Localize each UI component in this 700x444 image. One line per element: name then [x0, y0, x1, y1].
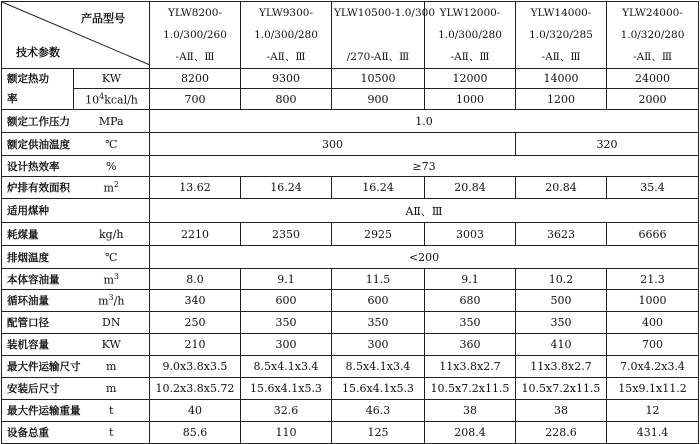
- cell: 7.0x4.2x3.4: [607, 356, 699, 378]
- row-label: 设计热效率: [2, 156, 74, 177]
- cell: 10.2: [516, 269, 607, 290]
- row-unit: t: [74, 422, 150, 444]
- cell: 210: [150, 334, 241, 356]
- row-label: 装机容量: [2, 334, 74, 356]
- model-header-6: YLW24000- 1.0/320/280 -AⅡ、Ⅲ: [607, 2, 699, 69]
- cell: 350: [332, 312, 425, 334]
- cell: 360: [425, 334, 516, 356]
- row-label: 排烟温度: [2, 246, 74, 269]
- cell: 15.6x4.1x5.3: [241, 378, 332, 400]
- cell: 15.6x4.1x5.3: [332, 378, 425, 400]
- cell: 9300: [241, 69, 332, 89]
- cell: 8.0: [150, 269, 241, 290]
- cell: 16.24: [241, 177, 332, 199]
- cell: 9.1: [241, 269, 332, 290]
- cell: 14000: [516, 69, 607, 89]
- cell: 800: [241, 89, 332, 110]
- row-unit: ℃: [74, 246, 150, 269]
- cell: 125: [332, 422, 425, 444]
- spec-table: [1, 1, 699, 444]
- cell: 11x3.8x2.7: [516, 356, 607, 378]
- cell: 1000: [425, 89, 516, 110]
- row-label: 设备总重: [2, 422, 74, 444]
- circ-oil-row: [2, 290, 699, 312]
- row-unit: $m^3$: [74, 269, 150, 290]
- max-transport-weight-row: [2, 400, 699, 422]
- header-row: [2, 2, 699, 69]
- cell: 900: [332, 89, 425, 110]
- cell: 12000: [425, 69, 516, 89]
- cell: 1000: [607, 290, 699, 312]
- row-label: 额定供油温度: [2, 133, 74, 156]
- cell: 6666: [607, 223, 699, 246]
- row-label: 最大件运输尺寸: [2, 356, 74, 378]
- merged-cell: 320: [516, 133, 699, 156]
- row-unit: KW: [74, 334, 150, 356]
- efficiency-row: [2, 156, 699, 177]
- cell: 1200: [516, 89, 607, 110]
- max-transport-size-row: [2, 356, 699, 378]
- coal-use-row: [2, 223, 699, 246]
- cell: 410: [516, 334, 607, 356]
- merged-cell: ≥73: [150, 156, 699, 177]
- row-label: 适用煤种: [2, 199, 74, 223]
- model-header-3: YLW10500-1.0/300 /270-AⅡ、Ⅲ: [332, 2, 425, 69]
- row-unit: t: [74, 400, 150, 422]
- row-label: 最大件运输重量: [2, 400, 74, 422]
- coal-type-row: [2, 199, 699, 223]
- cell: 40: [150, 400, 241, 422]
- cell: 32.6: [241, 400, 332, 422]
- cell: 9.1: [425, 269, 516, 290]
- rated-heat-kcal-row: [2, 89, 699, 110]
- row-unit: $m^3/h$: [74, 290, 150, 312]
- cell: 10.2x3.8x5.72: [150, 378, 241, 400]
- cell: 11.5: [332, 269, 425, 290]
- cell: 300: [332, 334, 425, 356]
- cell: 10500: [332, 69, 425, 89]
- row-label: 安装后尺寸: [2, 378, 74, 400]
- cell: 11x3.8x2.7: [425, 356, 516, 378]
- row-unit: [74, 199, 150, 223]
- cell: 16.24: [332, 177, 425, 199]
- total-weight-row: [2, 422, 699, 444]
- installed-size-row: [2, 378, 699, 400]
- row-unit: MPa: [74, 110, 150, 133]
- model-header-1: YLW8200- 1.0/300/260 -AⅡ、Ⅲ: [150, 2, 241, 69]
- cell: 700: [150, 89, 241, 110]
- merged-cell: AⅡ、Ⅲ: [150, 199, 699, 223]
- cell: 38: [425, 400, 516, 422]
- row-unit: KW: [74, 69, 150, 89]
- row-label: 率: [2, 89, 74, 110]
- row-label: 额定工作压力: [2, 110, 74, 133]
- row-unit: %: [74, 156, 150, 177]
- cell: 700: [607, 334, 699, 356]
- cell: 3003: [425, 223, 516, 246]
- cell: 2925: [332, 223, 425, 246]
- row-label: 耗煤量: [2, 223, 74, 246]
- cell: 431.4: [607, 422, 699, 444]
- row-label: 配管口径: [2, 312, 74, 334]
- row-unit: $10^4kcal/h$: [74, 89, 150, 110]
- merged-cell: 300: [150, 133, 516, 156]
- cell: 110: [241, 422, 332, 444]
- row-label: 炉排有效面积: [2, 177, 74, 199]
- row-unit: ℃: [74, 133, 150, 156]
- cell: 15x9.1x11.2: [607, 378, 699, 400]
- cell: 85.6: [150, 422, 241, 444]
- cell: 35.4: [607, 177, 699, 199]
- row-label: 本体容油量: [2, 269, 74, 290]
- model-header-2: YLW9300- 1.0/300/280 -AⅡ、Ⅲ: [241, 2, 332, 69]
- cell: 250: [150, 312, 241, 334]
- cell: 350: [516, 312, 607, 334]
- pipe-dia-row: [2, 312, 699, 334]
- cell: 2350: [241, 223, 332, 246]
- cell: 20.84: [425, 177, 516, 199]
- cell: 2210: [150, 223, 241, 246]
- cell: 228.6: [516, 422, 607, 444]
- cell: 21.3: [607, 269, 699, 290]
- row-unit: $m^2$: [74, 177, 150, 199]
- cell: 500: [516, 290, 607, 312]
- pressure-row: [2, 110, 699, 133]
- model-header-4: YLW12000- 1.0/300/280 -AⅡ、Ⅲ: [425, 2, 516, 69]
- cell: 9.0x3.8x3.5: [150, 356, 241, 378]
- cell: 12: [607, 400, 699, 422]
- row-unit: m: [74, 356, 150, 378]
- install-cap-row: [2, 334, 699, 356]
- cell: 208.4: [425, 422, 516, 444]
- cell: 8.5x4.1x3.4: [332, 356, 425, 378]
- cell: 20.84: [516, 177, 607, 199]
- row-unit: m: [74, 378, 150, 400]
- cell: 350: [425, 312, 516, 334]
- model-header-5: YLW14000- 1.0/320/285 -AⅡ、Ⅲ: [516, 2, 607, 69]
- rated-heat-kw-row: [2, 69, 699, 89]
- row-unit: kg/h: [74, 223, 150, 246]
- cell: 8.5x4.1x3.4: [241, 356, 332, 378]
- cell: 13.62: [150, 177, 241, 199]
- corner-header-cell: [2, 2, 150, 69]
- cell: 46.3: [332, 400, 425, 422]
- row-label: 额定热功: [2, 69, 74, 89]
- cell: 8200: [150, 69, 241, 89]
- cell: 3623: [516, 223, 607, 246]
- cell: 38: [516, 400, 607, 422]
- cell: 24000: [607, 69, 699, 89]
- cell: 600: [241, 290, 332, 312]
- merged-cell: 1.0: [150, 110, 699, 133]
- cell: 10.5x7.2x11.5: [425, 378, 516, 400]
- cell: 680: [425, 290, 516, 312]
- oil-temp-row: [2, 133, 699, 156]
- grate-area-row: [2, 177, 699, 199]
- cell: 350: [241, 312, 332, 334]
- cell: 10.5x7.2x11.5: [516, 378, 607, 400]
- row-label: 循环油量: [2, 290, 74, 312]
- corner-model-label: 产品型号: [81, 12, 125, 25]
- cell: 340: [150, 290, 241, 312]
- flue-temp-row: [2, 246, 699, 269]
- cell: 2000: [607, 89, 699, 110]
- corner-param-label: 技术参数: [16, 46, 60, 59]
- row-unit: DN: [74, 312, 150, 334]
- cell: 300: [241, 334, 332, 356]
- cell: 400: [607, 312, 699, 334]
- merged-cell: <200: [150, 246, 699, 269]
- cell: 600: [332, 290, 425, 312]
- body-oil-row: [2, 269, 699, 290]
